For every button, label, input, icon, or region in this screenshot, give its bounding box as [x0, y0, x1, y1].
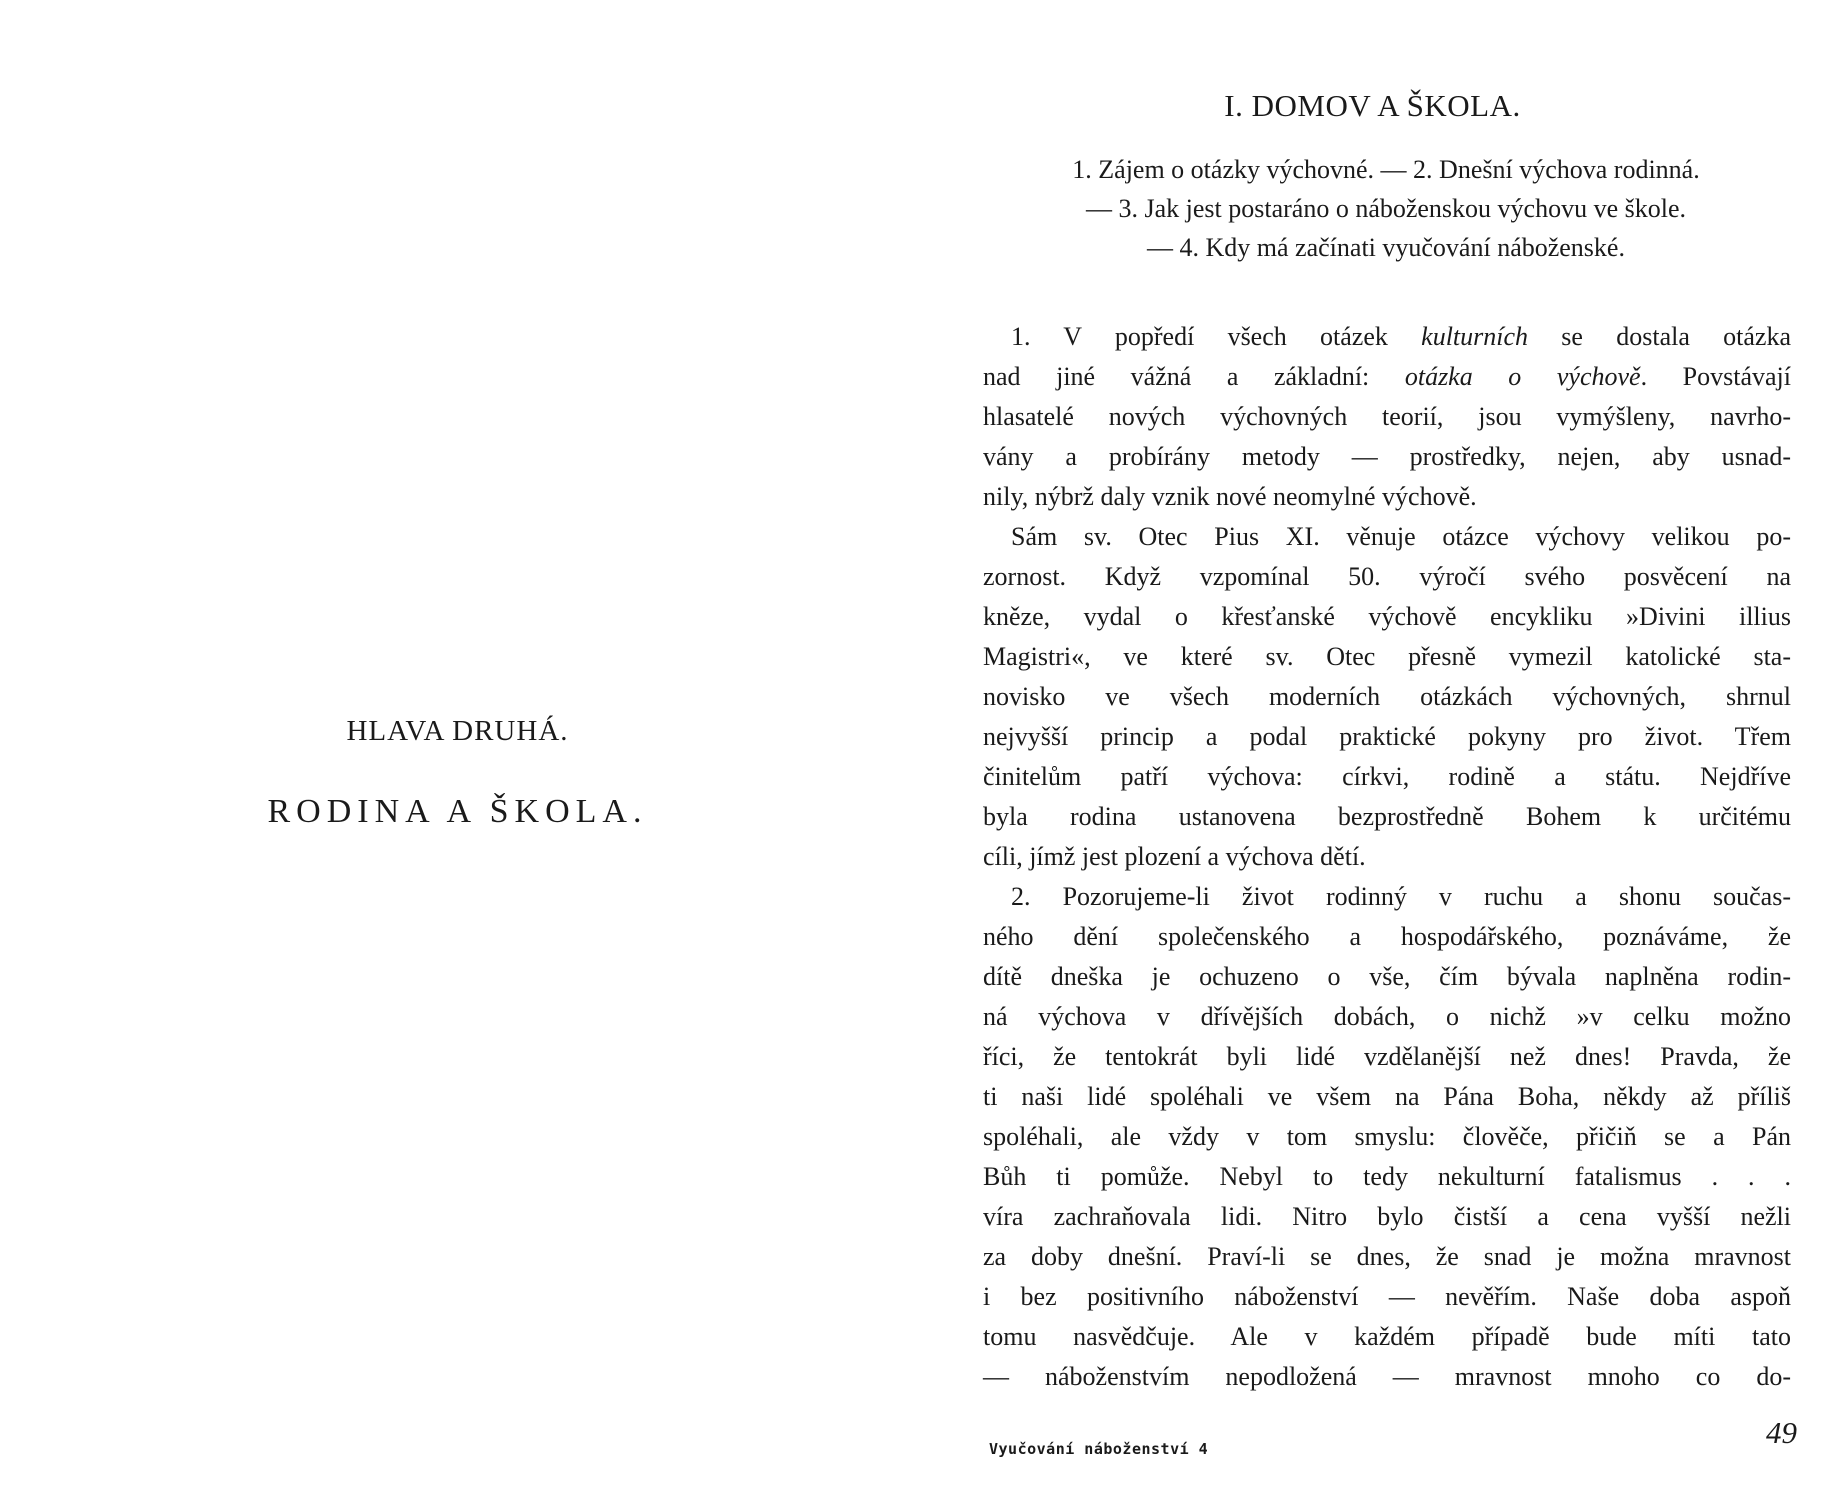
body-line: Magistri«, ve které sv. Otec přesně vymezil katolické sta- [983, 642, 1791, 671]
body-line: i bez positivního náboženství — nevěřím. Naše doba aspoň [983, 1282, 1791, 1311]
body-line: ného dění společenského a hospodářského, poznáváme, že [983, 922, 1791, 951]
right-page [915, 0, 1830, 1500]
emphasis: otázka o výchově [1404, 362, 1641, 391]
body-line: byla rodina ustanovena bezprostředně Bohem k určitému [983, 802, 1791, 831]
body-line: hlasatelé nových výchovných teorií, jsou vymýšleny, navrho- [983, 402, 1791, 431]
summary-line: 1. Zájem o otázky výchovné. — 2. Dnešní výchova rodinná. [1072, 155, 1700, 184]
body-line: tomu nasvědčuje. Ale v každém případě bude míti tato [983, 1322, 1791, 1351]
chapter-title: RODINA A ŠKOLA. [267, 793, 648, 830]
body-line: činitelům patří výchova: církvi, rodině a státu. Nejdříve [983, 762, 1791, 791]
body-line: dítě dneška je ochuzeno o vše, čím bývala naplněna rodin- [983, 962, 1791, 991]
body-line: zornost. Když vzpomínal 50. výročí svého posvěcení na [983, 562, 1791, 591]
body-line: Bůh ti pomůže. Nebyl to tedy nekulturní fatalismus . . . [983, 1162, 1791, 1191]
body-line: 1. V popředí všech otázek kulturních se dostala otázka [1011, 322, 1791, 351]
body-line: cíli, jímž jest plození a výchova dětí. [983, 842, 1366, 871]
body-line: Sám sv. Otec Pius XI. věnuje otázce výchovy velikou po- [1011, 522, 1791, 551]
section-summary [980, 150, 1792, 267]
body-line: říci, že tentokrát byli lidé vzdělanější než dnes! Pravda, že [983, 1042, 1791, 1071]
body-line: nily, nýbrž daly vznik nové neomylné výchově. [983, 482, 1477, 511]
body-line: 2. Pozorujeme-li život rodinný v ruchu a shonu součas- [1011, 882, 1791, 911]
body-line: víra zachraňovala lidi. Nitro bylo čistší a cena vyšší nežli [983, 1202, 1791, 1231]
body-line: vány a probírány metody — prostředky, nejen, aby usnad- [983, 442, 1791, 471]
body-line: za doby dnešní. Praví-li se dnes, že snad je možna mravnost [983, 1242, 1791, 1271]
body-line: novisko ve všech moderních otázkách výchovných, shrnul [983, 682, 1791, 711]
running-footer: Vyučování náboženství 4 [989, 1440, 1209, 1458]
body-line: — náboženstvím nepodložená — mravnost mnoho co do- [983, 1362, 1791, 1391]
body-line: nad jiné vážná a základní: otázka o výchově. Povstávají [983, 362, 1791, 391]
body-line: kněze, vydal o křesťanské výchově encykliku »Divini illius [983, 602, 1791, 631]
section-heading: I. DOMOV A ŠKOLA. [1224, 88, 1521, 123]
body-line: ti naši lidé spoléhali ve všem na Pána Boha, někdy až příliš [983, 1082, 1791, 1111]
emphasis: kulturních [1421, 322, 1529, 351]
body-line: nejvyšší princip a podal praktické pokyny pro život. Třem [983, 722, 1791, 751]
body-text [983, 317, 1791, 1397]
body-line: ná výchova v dřívějších dobách, o nichž »v celku možno [983, 1002, 1791, 1031]
body-line: spoléhali, ale vždy v tom smyslu: člověče, přičiň se a Pán [983, 1122, 1791, 1151]
page-number: 49 [1766, 1415, 1797, 1450]
summary-line: — 4. Kdy má začínati vyučování náboženské. [1147, 233, 1625, 262]
chapter-label: HLAVA DRUHÁ. [346, 715, 569, 747]
summary-line: — 3. Jak jest postaráno o náboženskou výchovu ve škole. [1085, 194, 1687, 223]
